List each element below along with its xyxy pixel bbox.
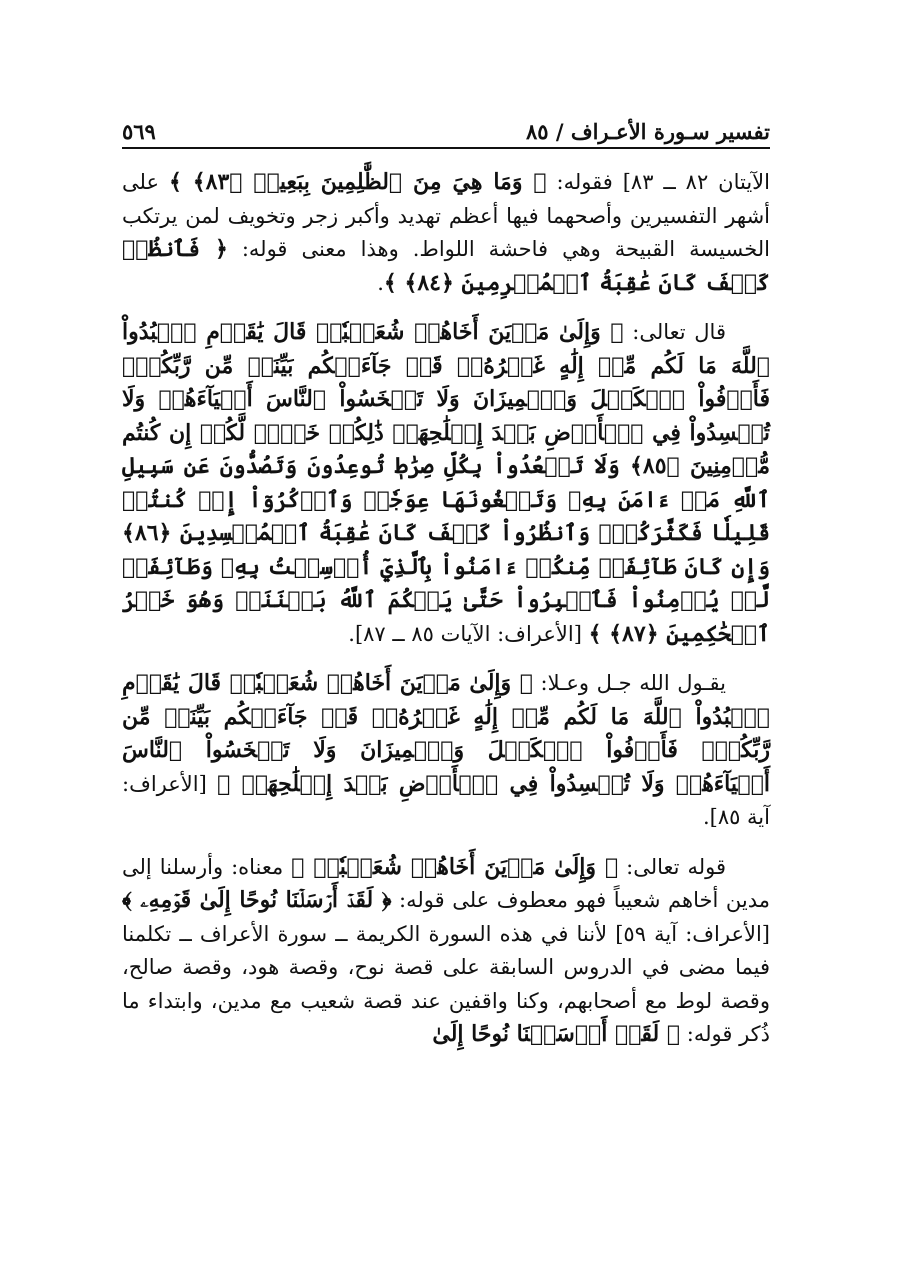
text-run: على أشهر التفسيرين وأصحهما فيها أعظم تهديد وأكبر زجر وتخويف لمن يرتكب الخسيسة القبيحة وهي فاحشة اللواط. وهذا معنى قوله:	[122, 170, 770, 261]
text-run: الآيتان ٨٢ ــ ٨٣] فقوله:	[546, 170, 770, 194]
text-run: قال تعالى:	[623, 320, 726, 344]
quran-quote: ﴿ وَإِلَىٰ مَدۡيَنَ أَخَاهُمۡ شُعَيۡبٗاۚ ﴾	[291, 853, 619, 880]
page-number: ٥٦٩	[122, 119, 156, 144]
page-body	[122, 166, 770, 1068]
text-run: [الأعراف: آية ٥٩] لأننا في هذه السورة الكريمة ــ سورة الأعراف ــ تكلمنا فيما مضى في الدروس السابقة على قصة نوح، وقصة هود، وقصة صالح، وقصة لوط مع أصحابهم، وكنا واقفين عند قصة شعيب مع مدين، وابتداء ما ذُكر قوله:	[122, 921, 771, 1046]
paragraph	[122, 316, 770, 651]
text-run: قوله تعالى:	[618, 854, 727, 879]
quran-quote: ﴿ فَٱنظُرۡ كَيۡفَ كَانَ عَٰقِبَةُ ٱلۡمُجۡرِمِينَ ﴿٨٤﴾ ﴾	[122, 236, 770, 296]
quran-quote: ﴿ وَمَا هِيَ مِنَ ٱلظَّٰلِمِينَ بِبَعِيدٖ ﴿٨٣﴾ ﴾	[168, 169, 547, 195]
paragraph	[122, 667, 770, 835]
header-divider	[122, 147, 770, 149]
page-header	[122, 108, 770, 144]
quran-quote: ﴿ وَإِلَىٰ مَدۡيَنَ أَخَاهُمۡ شُعَيۡبٗاۚ قَالَ يَٰقَوۡمِ ٱعۡبُدُواْ ٱللَّهَ مَا لَكُم مِّنۡ إِلَٰهٍ غَيۡرُهُۥۖ قَدۡ جَآءَتۡكُم بَيِّنَةٞ مِّن رَّبِّكُمۡۖ فَأَوۡفُواْ ٱلۡكَيۡلَ وَٱلۡمِيزَانَ وَلَا تَبۡخَسُواْ ٱلنَّاسَ أَشۡيَآءَهُمۡ وَلَا تُفۡسِدُواْ فِي ٱلۡأَرۡضِ بَعۡدَ إِصۡلَٰحِهَاۚ ذَٰلِكُمۡ خَيۡرٞ لَّكُمۡ إِن كُنتُم مُّؤۡمِنِينَ ﴿٨٥﴾ وَلَا تَقۡعُدُواْ بِكُلِّ صِرَٰطٖ تُوعِدُونَ وَتَصُدُّونَ عَن سَبِيلِ ٱللَّهِ مَنۡ ءَامَنَ بِهِۦ وَتَبۡغُونَهَا عِوَجٗاۚ وَٱذۡكُرُوٓاْ إِذۡ كُنتُمۡ قَلِيلٗا فَكَثَّرَكُمۡۖ وَٱنظُرُواْ كَيۡفَ كَانَ عَٰقِبَةُ ٱلۡمُفۡسِدِينَ ﴿٨٦﴾ وَإِن كَانَ طَآئِفَةٞ مِّنكُمۡ ءَامَنُواْ بِٱلَّذِيٓ أُرۡسِلۡتُ بِهِۦ وَطَآئِفَةٞ لَّمۡ يُؤۡمِنُواْ فَٱصۡبِرُواْ حَتَّىٰ يَحۡكُمَ ٱللَّهُ بَيۡنَنَاۚ وَهُوَ خَيۡرُ ٱلۡحَٰكِمِينَ ﴿٨٧﴾ ﴾	[122, 319, 770, 647]
text-run: .	[377, 270, 384, 295]
text-run: معناه: وأرسلنا إلى مدين أخاهم شعيباً فهو معطوف على قوله:	[122, 854, 770, 912]
text-run: [الأعراف: الآيات ٨٥ ــ ٨٧].	[348, 621, 589, 646]
text-run: [الأعراف: آية ٨٥].	[122, 771, 770, 829]
text-run: يقـول الله جـل وعـلا:	[532, 671, 726, 695]
quran-quote: ﴿ لَقَدۡ أَرۡسَلۡنَا نُوحًا إِلَىٰ قَوۡمِهِۦ ﴾	[122, 887, 392, 913]
paragraph	[122, 851, 770, 1052]
running-title: تفسير سـورة الأعـراف / ٨٥	[525, 119, 770, 144]
paragraph	[122, 166, 770, 300]
quran-quote: ﴿ وَإِلَىٰ مَدۡيَنَ أَخَاهُمۡ شُعَيۡبٗاۚ قَالَ يَٰقَوۡمِ ٱعۡبُدُواْ ٱللَّهَ مَا لَكُم مِّنۡ إِلَٰهٍ غَيۡرُهُۥۖ قَدۡ جَآءَتۡكُم بَيِّنَةٞ مِّن رَّبِّكُمۡۖ فَأَوۡفُواْ ٱلۡكَيۡلَ وَٱلۡمِيزَانَ وَلَا تَبۡخَسُواْ ٱلنَّاسَ أَشۡيَآءَهُمۡ وَلَا تُفۡسِدُواْ فِي ٱلۡأَرۡضِ بَعۡدَ إِصۡلَٰحِهَاۚ ﴾	[122, 670, 771, 797]
quran-quote: ﴿ لَقَدۡ أَرۡسَلۡنَا نُوحًا إِلَىٰ	[432, 1021, 681, 1047]
